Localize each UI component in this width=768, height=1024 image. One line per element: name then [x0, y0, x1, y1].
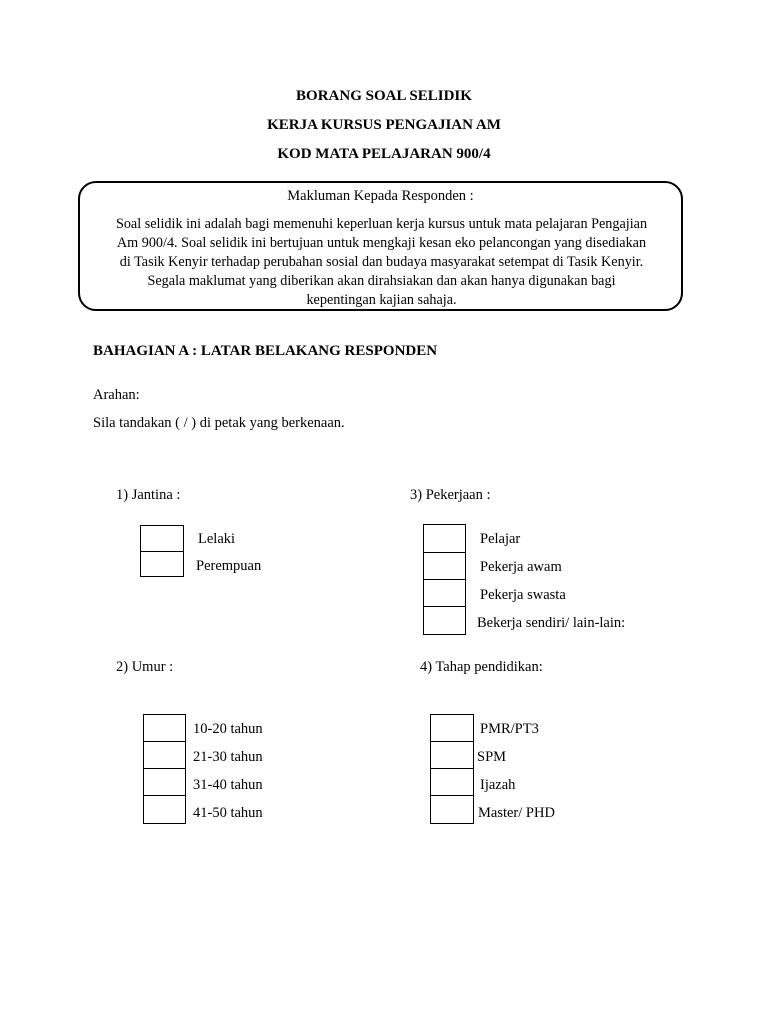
notice-title: Makluman Kepada Responden :	[287, 188, 474, 204]
instruction-text: Sila tandakan ( / ) di petak yang berkenaan.	[93, 415, 345, 431]
option-label: Pekerja swasta	[480, 587, 566, 603]
option-label: PMR/PT3	[480, 721, 539, 737]
checkbox-age-31-40[interactable]	[143, 768, 186, 796]
checkbox-gender-male[interactable]	[140, 525, 184, 552]
checkbox-occupation-self[interactable]	[423, 606, 466, 635]
checkbox-occupation-student[interactable]	[423, 524, 466, 553]
checkbox-gender-female[interactable]	[140, 551, 184, 577]
question-gender-label: 1) Jantina :	[116, 487, 181, 503]
checkbox-age-10-20[interactable]	[143, 714, 186, 742]
option-label: Perempuan	[196, 558, 262, 574]
checkbox-education-pmr[interactable]	[430, 714, 474, 742]
notice-line: Soal selidik ini adalah bagi memenuhi keperluan kerja kursus untuk mata pelajaran Pengajian	[115, 216, 648, 232]
checkbox-education-degree[interactable]	[430, 768, 474, 796]
option-label: Bekerja sendiri/ lain-lain:	[477, 615, 626, 631]
question-occupation-label: 3) Pekerjaan :	[410, 487, 491, 503]
respondent-notice-box	[78, 181, 683, 311]
option-label: Pelajar	[480, 531, 521, 547]
subject-code: KOD MATA PELAJARAN 900/4	[277, 146, 491, 162]
notice-line: Segala maklumat yang diberikan akan dirahsiakan dan akan hanya digunakan bagi	[147, 273, 616, 289]
checkbox-education-spm[interactable]	[430, 741, 474, 769]
checkbox-age-41-50[interactable]	[143, 795, 186, 824]
section-a-title: BAHAGIAN A : LATAR BELAKANG RESPONDEN	[93, 343, 438, 359]
notice-line: kepentingan kajian sahaja.	[306, 292, 457, 308]
course-title: KERJA KURSUS PENGAJIAN AM	[267, 117, 501, 133]
checkbox-age-21-30[interactable]	[143, 741, 186, 769]
option-label: Lelaki	[198, 531, 236, 547]
notice-line: Am 900/4. Soal selidik ini bertujuan untuk mengkaji kesan eko pelancongan yang disediakan	[116, 235, 647, 251]
notice-body	[90, 215, 673, 310]
option-label: 31-40 tahun	[193, 777, 263, 793]
notice-line: di Tasik Kenyir terhadap perubahan sosial dan budaya masyarakat setempat di Tasik Kenyir.	[119, 254, 644, 270]
question-age-label: 2) Umur :	[116, 659, 174, 675]
option-label: Ijazah	[480, 777, 516, 793]
option-label: SPM	[477, 749, 507, 765]
option-label: 21-30 tahun	[193, 749, 263, 765]
checkbox-occupation-public[interactable]	[423, 552, 466, 580]
option-label: 10-20 tahun	[193, 721, 263, 737]
checkbox-education-master[interactable]	[430, 795, 474, 824]
instruction-label: Arahan:	[93, 387, 140, 403]
checkbox-occupation-private[interactable]	[423, 579, 466, 607]
question-education-label: 4) Tahap pendidikan:	[420, 659, 543, 675]
option-label: 41-50 tahun	[193, 805, 263, 821]
option-label: Pekerja awam	[480, 559, 562, 575]
form-title: BORANG SOAL SELIDIK	[296, 88, 472, 104]
option-label: Master/ PHD	[478, 805, 555, 821]
